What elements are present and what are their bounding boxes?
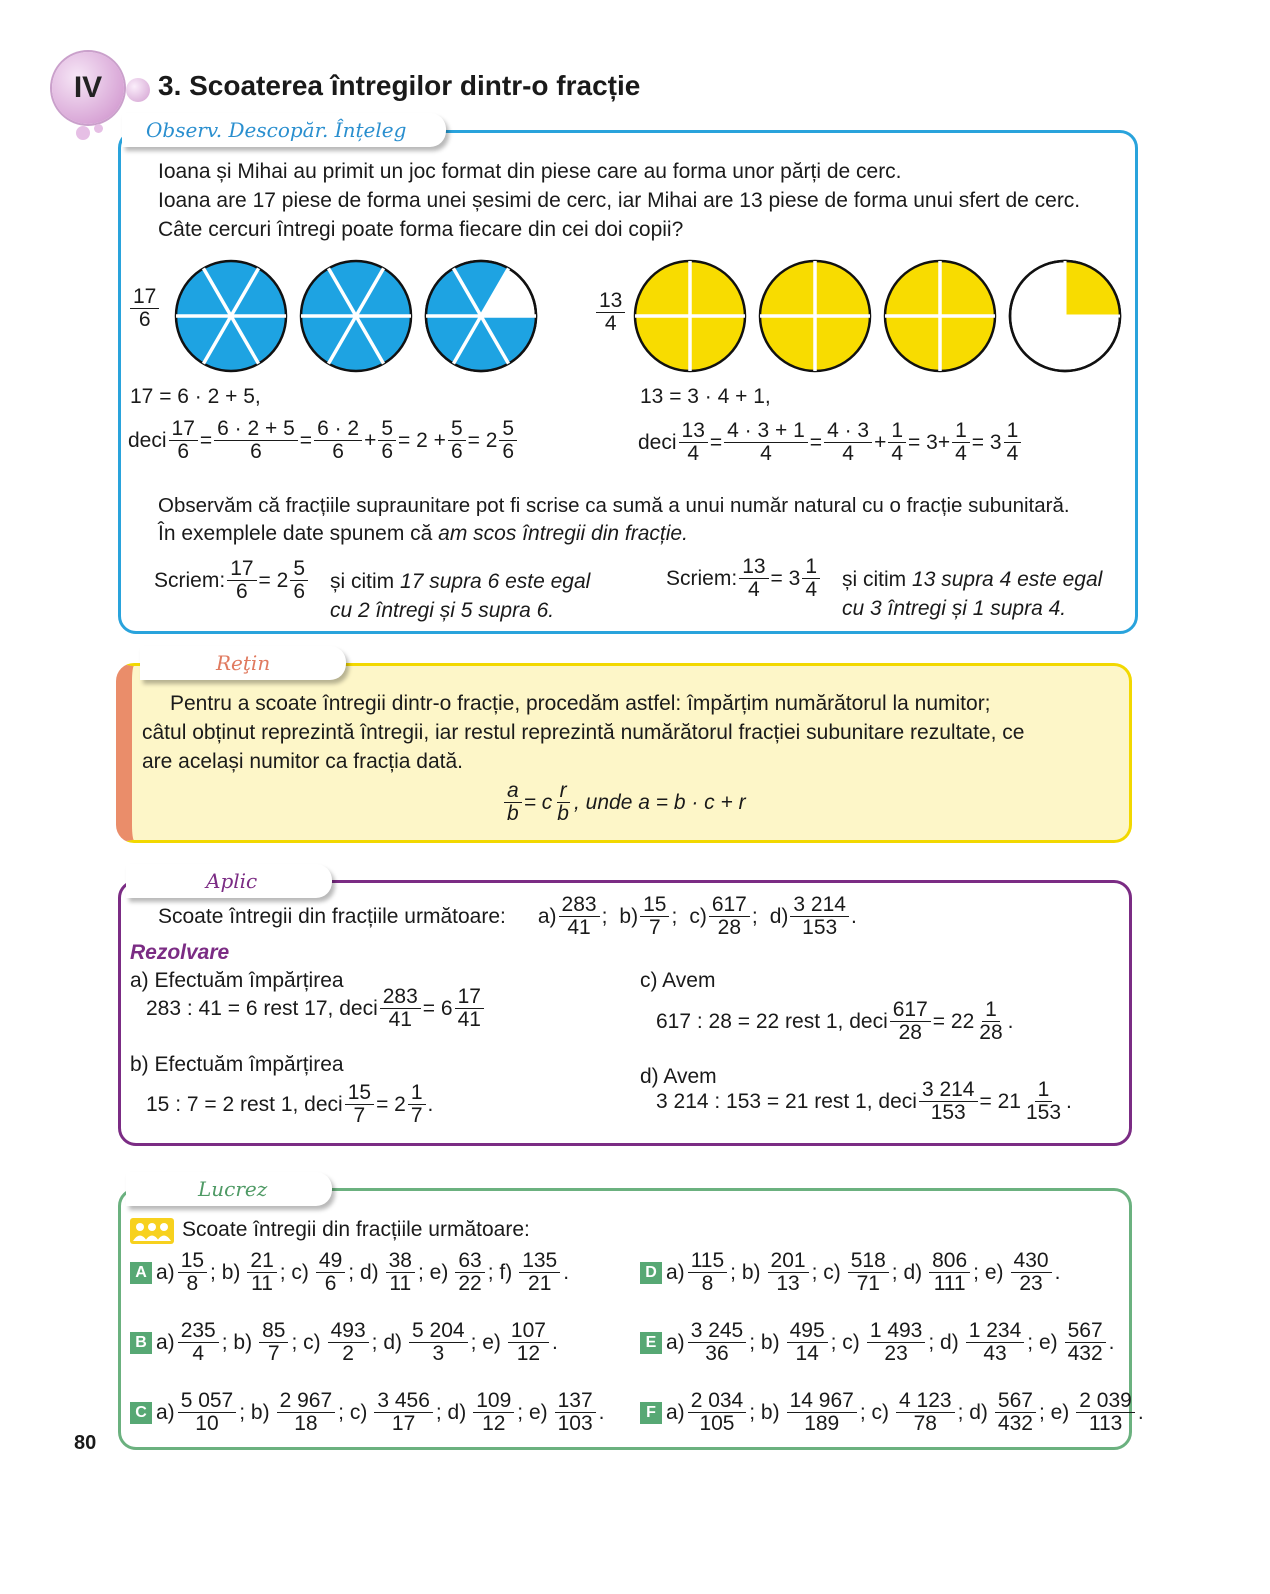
exercise-fraction: $\frac{3 456}{17}$	[374, 1390, 433, 1435]
item-separator: ; e)	[517, 1400, 548, 1424]
bubble-decoration-tiny	[94, 124, 103, 133]
page-number: 80	[74, 1432, 97, 1454]
bubble-decoration-small	[76, 126, 90, 140]
observ-tab-label: Observ. Descopăr. Înțeleg	[146, 118, 407, 142]
exercise-fraction: $\frac{495}{14}$	[787, 1320, 828, 1365]
exercise-fraction: $\frac{2 034}{105}$	[688, 1390, 747, 1435]
scriem-left: Scriem: $\frac{17}{6}$ = 2 $\frac{5}{6}$	[154, 558, 310, 603]
observ-intro-1: Ioana și Mihai au primit un joc format din piese care au forma unor părți de cerc.	[158, 160, 902, 183]
item-separator: ; b)	[749, 1400, 780, 1424]
exercise-row-b	[130, 1320, 562, 1365]
exercise-fraction: $\frac{235}{4}$	[178, 1320, 219, 1365]
item-separator: ; d)	[348, 1260, 379, 1284]
scriem-left-reading-2: cu 2 întregi și 5 supra 6.	[330, 599, 555, 622]
observ-intro-2: Ioana are 17 piese de forma unei șesimi de cerc, iar Mihai are 13 piese de forma unui sfert de cerc.	[158, 189, 1081, 212]
item-separator: ; b)	[730, 1260, 761, 1284]
full-circle-quarters-3	[885, 261, 995, 371]
full-circle-quarters-2	[760, 261, 870, 371]
item-separator: ; b)	[210, 1260, 241, 1284]
item-separator: ; d)	[371, 1330, 402, 1354]
exercise-fraction: $\frac{49}{6}$	[316, 1250, 345, 1295]
exercise-fraction: $\frac{14 967}{189}$	[787, 1390, 857, 1435]
item-separator: ; c)	[338, 1400, 368, 1424]
item-separator: ; c)	[859, 1400, 889, 1424]
retin-text-3: are același numitor ca fracția dată.	[142, 750, 463, 773]
scriem-right: Scriem: $\frac{13}{4}$ = 3 $\frac{1}{4}$	[666, 556, 822, 601]
exercise-fraction: $\frac{137}{103}$	[555, 1390, 596, 1435]
fraction-13-4: $\frac{13}{4}$	[594, 290, 627, 335]
aplic-tab-label: Aplic	[206, 869, 258, 893]
aplic-c-heading: c) Avem	[640, 969, 716, 992]
item-prefix: a)	[156, 1260, 175, 1284]
group-work-icon	[130, 1218, 174, 1244]
scriem-right-reading-2: cu 3 întregi și 1 supra 4.	[842, 597, 1067, 620]
exercise-label: F	[640, 1402, 662, 1424]
item-separator: .	[1108, 1330, 1115, 1354]
exercise-fraction: $\frac{1 234}{43}$	[966, 1320, 1025, 1365]
exercise-fraction: $\frac{109}{12}$	[473, 1390, 514, 1435]
observ-tab	[122, 113, 446, 147]
exercise-fraction: $\frac{2 967}{18}$	[277, 1390, 336, 1435]
exercise-fraction: $\frac{430}{23}$	[1011, 1250, 1052, 1295]
aplic-b-solution: 15 : 7 = 2 rest 1, deci $\frac{15}{7}$ = 2 $\frac{1}{7}$ .	[146, 1081, 434, 1128]
exercise-fraction: $\frac{63}{22}$	[455, 1250, 484, 1295]
exercise-fraction: $\frac{4 123}{78}$	[896, 1390, 955, 1435]
exercise-label: A	[130, 1262, 152, 1284]
exercise-row-d	[640, 1250, 1064, 1295]
exercise-fraction: $\frac{38}{11}$	[386, 1250, 415, 1295]
scriem-right-reading: și citim 13 supra 4 este egal	[842, 568, 1103, 591]
item-separator: ; b)	[221, 1330, 253, 1354]
aplic-tab	[126, 864, 332, 898]
retin-text-1: Pentru a scoate întregii dintr-o fracție, procedăm astfel: împărțim numărătorul la numitor;	[170, 692, 991, 715]
exercise-fraction: $\frac{135}{21}$	[519, 1250, 560, 1295]
exercise-fraction: $\frac{85}{7}$	[259, 1320, 288, 1365]
lucrez-task: Scoate întregii din fracțiile următoare:	[182, 1218, 530, 1241]
retin-tab-label: Reţin	[216, 651, 271, 675]
item-prefix: a)	[666, 1260, 685, 1284]
exercise-fraction: $\frac{115}{8}$	[688, 1250, 727, 1295]
item-separator: ; c)	[830, 1330, 860, 1354]
exercise-fraction: $\frac{567}{432}$	[995, 1390, 1036, 1435]
left-decomposition: deci $\frac{17}{6}$ = $\frac{6 \cdot 2 + 5}{6}$ = $\frac{6 \cdot 2}{6}$ + $\frac{5}{6}$ = 2 + $\frac{5}{6}$ = 2 $\frac{5}{6}$	[128, 418, 519, 463]
right-division-eq: 13 = 3 · 4 + 1,	[640, 385, 771, 408]
retin-tab	[140, 646, 346, 680]
fraction-17-6: $\frac{17}{6}$	[128, 286, 161, 331]
exercise-label: E	[640, 1332, 662, 1354]
observ-intro-3: Câte cercuri întregi poate forma fiecare din cei doi copii?	[158, 218, 684, 241]
exercise-fraction: $\frac{15}{8}$	[178, 1250, 207, 1295]
exercise-fraction: $\frac{567}{432}$	[1065, 1320, 1106, 1365]
scriem-left-reading: și citim 17 supra 6 este egal	[330, 570, 591, 593]
item-separator: ; c)	[291, 1330, 321, 1354]
exercise-row-f	[640, 1390, 1148, 1435]
item-separator: ; d)	[957, 1400, 988, 1424]
chapter-badge	[52, 52, 124, 124]
item-separator: ; f)	[487, 1260, 513, 1284]
item-separator: ; c)	[811, 1260, 841, 1284]
exercise-fraction: $\frac{3 245}{36}$	[688, 1320, 747, 1365]
partial-circle-one-quarter	[1010, 261, 1120, 371]
aplic-d-heading: d) Avem	[640, 1065, 717, 1088]
item-prefix: a)	[666, 1400, 685, 1424]
item-separator: ; e)	[1038, 1400, 1070, 1424]
left-division-eq: 17 = 6 · 2 + 5,	[130, 385, 261, 408]
exercise-fraction: $\frac{806}{111}$	[929, 1250, 970, 1295]
item-separator: ; d)	[435, 1400, 467, 1424]
item-prefix: a)	[156, 1400, 175, 1424]
aplic-a-heading: a) Efectuăm împărțirea	[130, 969, 344, 992]
right-decomposition: deci $\frac{13}{4}$ = $\frac{4 \cdot 3 + 1}{4}$ = $\frac{4 \cdot 3}{4}$ + $\frac{1}{4}$ = 3+ $\frac{1}{4}$ = 3 $\frac{1}{4}$	[638, 420, 1023, 465]
aplic-task: Scoate întregii din fracțiile următoare: a) $\frac{283}{41}$ ; b) $\frac{15}{7}$ ; c) $\frac{617}{28}$ ; d) $\frac{3 214}{153}$ .	[158, 893, 857, 940]
item-separator: .	[563, 1260, 570, 1284]
item-separator: .	[598, 1400, 605, 1424]
item-separator: ; e)	[470, 1330, 501, 1354]
exercise-row-a	[130, 1250, 573, 1295]
item-separator: .	[551, 1330, 558, 1354]
exercise-fraction: $\frac{107}{12}$	[508, 1320, 549, 1365]
exercise-fraction: $\frac{21}{11}$	[247, 1250, 276, 1295]
observation-line-1: Observăm că fracțiile supraunitare pot fi scrise ca sumă a unui număr natural cu o fracție subunitară.	[158, 494, 1070, 517]
aplic-b-heading: b) Efectuăm împărțirea	[130, 1053, 344, 1076]
item-separator: ; d)	[891, 1260, 923, 1284]
exercise-fraction: $\frac{5 204}{3}$	[409, 1320, 468, 1365]
item-prefix: a)	[666, 1330, 685, 1354]
exercise-fraction: $\frac{2 039}{113}$	[1076, 1390, 1135, 1435]
item-separator: ; d)	[928, 1330, 959, 1354]
aplic-d-solution: 3 214 : 153 = 21 rest 1, deci $\frac{3 214}{153}$ = 21 $\frac{1}{153}$ .	[656, 1078, 1072, 1125]
item-separator: ; e)	[1027, 1330, 1058, 1354]
item-separator: ; e)	[973, 1260, 1004, 1284]
exercise-fraction: $\frac{493}{2}$	[328, 1320, 369, 1365]
observation-line-2: În exemplele date spunem că am scos întregii din fracție.	[158, 522, 688, 545]
quarters-circles	[630, 256, 1130, 378]
item-separator: ; b)	[239, 1400, 270, 1424]
page-title: 3. Scoaterea întregilor dintr-o fracție	[158, 70, 641, 101]
full-circle-sixths-2	[301, 261, 411, 371]
item-separator: ; b)	[749, 1330, 780, 1354]
item-separator: .	[1054, 1260, 1061, 1284]
item-prefix: a)	[156, 1330, 175, 1354]
exercise-row-c	[130, 1390, 609, 1435]
full-circle-sixths-1	[176, 261, 286, 371]
item-separator: ; e)	[417, 1260, 449, 1284]
item-separator: .	[1137, 1400, 1144, 1424]
bubble-decoration	[126, 78, 150, 102]
exercise-label: C	[130, 1402, 152, 1424]
chapter-number: IV	[73, 71, 103, 104]
retin-formula: $\frac{a}{b}$ = c $\frac{r}{b}$ , unde a = b · c + r	[502, 780, 746, 825]
rezolvare-heading: Rezolvare	[130, 941, 230, 964]
exercise-label: B	[130, 1332, 152, 1354]
aplic-c-solution: 617 : 28 = 22 rest 1, deci $\frac{617}{28}$ = 22 $\frac{1}{28}$ .	[656, 998, 1014, 1045]
item-separator: ; c)	[279, 1260, 309, 1284]
lucrez-tab-label: Lucrez	[198, 1177, 268, 1201]
partial-circle-five-sixths	[426, 261, 536, 371]
exercise-row-e	[640, 1320, 1119, 1365]
lucrez-tab	[126, 1172, 332, 1206]
exercise-fraction: $\frac{1 493}{23}$	[867, 1320, 926, 1365]
full-circle-quarters-1	[635, 261, 745, 371]
retin-text-2: câtul obținut reprezintă întregii, iar restul reprezintă numărătorul fracției subunitare rezultate, ce	[142, 721, 1025, 744]
aplic-a-solution: 283 : 41 = 6 rest 17, deci $\frac{283}{41}$ = 6 $\frac{17}{41}$	[146, 986, 486, 1031]
sixths-circles	[170, 256, 550, 376]
exercise-fraction: $\frac{201}{13}$	[768, 1250, 809, 1295]
exercise-fraction: $\frac{5 057}{10}$	[178, 1390, 237, 1435]
exercise-fraction: $\frac{518}{71}$	[848, 1250, 889, 1295]
exercise-label: D	[640, 1262, 662, 1284]
